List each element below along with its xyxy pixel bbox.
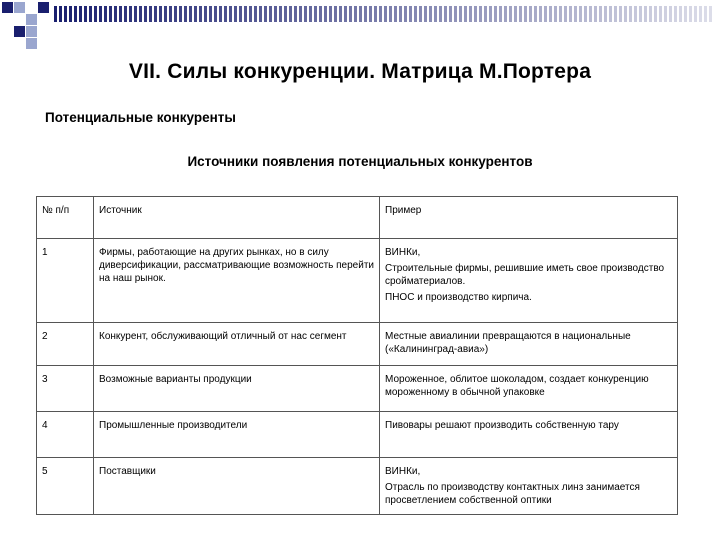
example-line: ВИНКи,	[385, 247, 421, 258]
deco-square	[38, 2, 49, 13]
cell-num: 5	[37, 458, 94, 515]
header-decoration	[0, 0, 720, 50]
table-row	[37, 458, 678, 515]
header-num: № п/п	[37, 197, 94, 239]
deco-square	[26, 26, 37, 37]
page-title: VII. Силы конкуренции. Матрица М.Портера	[128, 60, 592, 83]
cell-num: 1	[37, 239, 94, 323]
example-line: Отрасль по производству контактных линз занимается просветлением собственной оптики	[385, 482, 640, 506]
example-line: Строительные фирмы, решившие иметь свое производство сройматериалов.	[385, 263, 665, 287]
table-header-row	[37, 197, 678, 239]
header-example: Пример	[380, 197, 678, 239]
cell-example	[380, 366, 678, 412]
deco-square	[2, 2, 13, 13]
example-line: ПНОС и производство кирпича.	[385, 292, 532, 303]
cell-source: Конкурент, обслуживающий отличный от нас сегмент	[94, 323, 380, 366]
cell-source: Возможные варианты продукции	[94, 366, 380, 412]
cell-example	[380, 323, 678, 366]
cell-num: 2	[37, 323, 94, 366]
cell-num: 4	[37, 412, 94, 458]
cell-example	[380, 458, 678, 515]
cell-example	[380, 412, 678, 458]
example-line: Пивовары решают производить собственную тару	[385, 420, 619, 431]
deco-square	[14, 2, 25, 13]
competitors-table	[36, 196, 678, 515]
deco-square	[26, 14, 37, 25]
header-source: Источник	[94, 197, 380, 239]
cell-num: 3	[37, 366, 94, 412]
table-row	[37, 323, 678, 366]
example-line: Мороженное, облитое шоколадом, создает конкуренцию мороженному в обычной упаковке	[385, 374, 649, 398]
cell-source: Фирмы, работающие на других рынках, но в силу диверсификации, рассматривающие возможность перейти на наш рынок.	[94, 239, 380, 323]
cell-example	[380, 239, 678, 323]
deco-square	[26, 38, 37, 49]
table-row	[37, 239, 678, 323]
table-row	[37, 412, 678, 458]
example-line: Местные авиалинии превращаются в национальные («Калининград-авиа»)	[385, 331, 631, 355]
cell-source: Промышленные производители	[94, 412, 380, 458]
table-row	[37, 366, 678, 412]
cell-source: Поставщики	[94, 458, 380, 515]
section-subtitle: Потенциальные конкуренты	[45, 110, 236, 125]
example-line: ВИНКи,	[385, 466, 421, 477]
deco-square	[14, 26, 25, 37]
table-caption: Источники появления потенциальных конкурентов	[187, 154, 533, 169]
deco-gradient-bar	[54, 6, 714, 22]
